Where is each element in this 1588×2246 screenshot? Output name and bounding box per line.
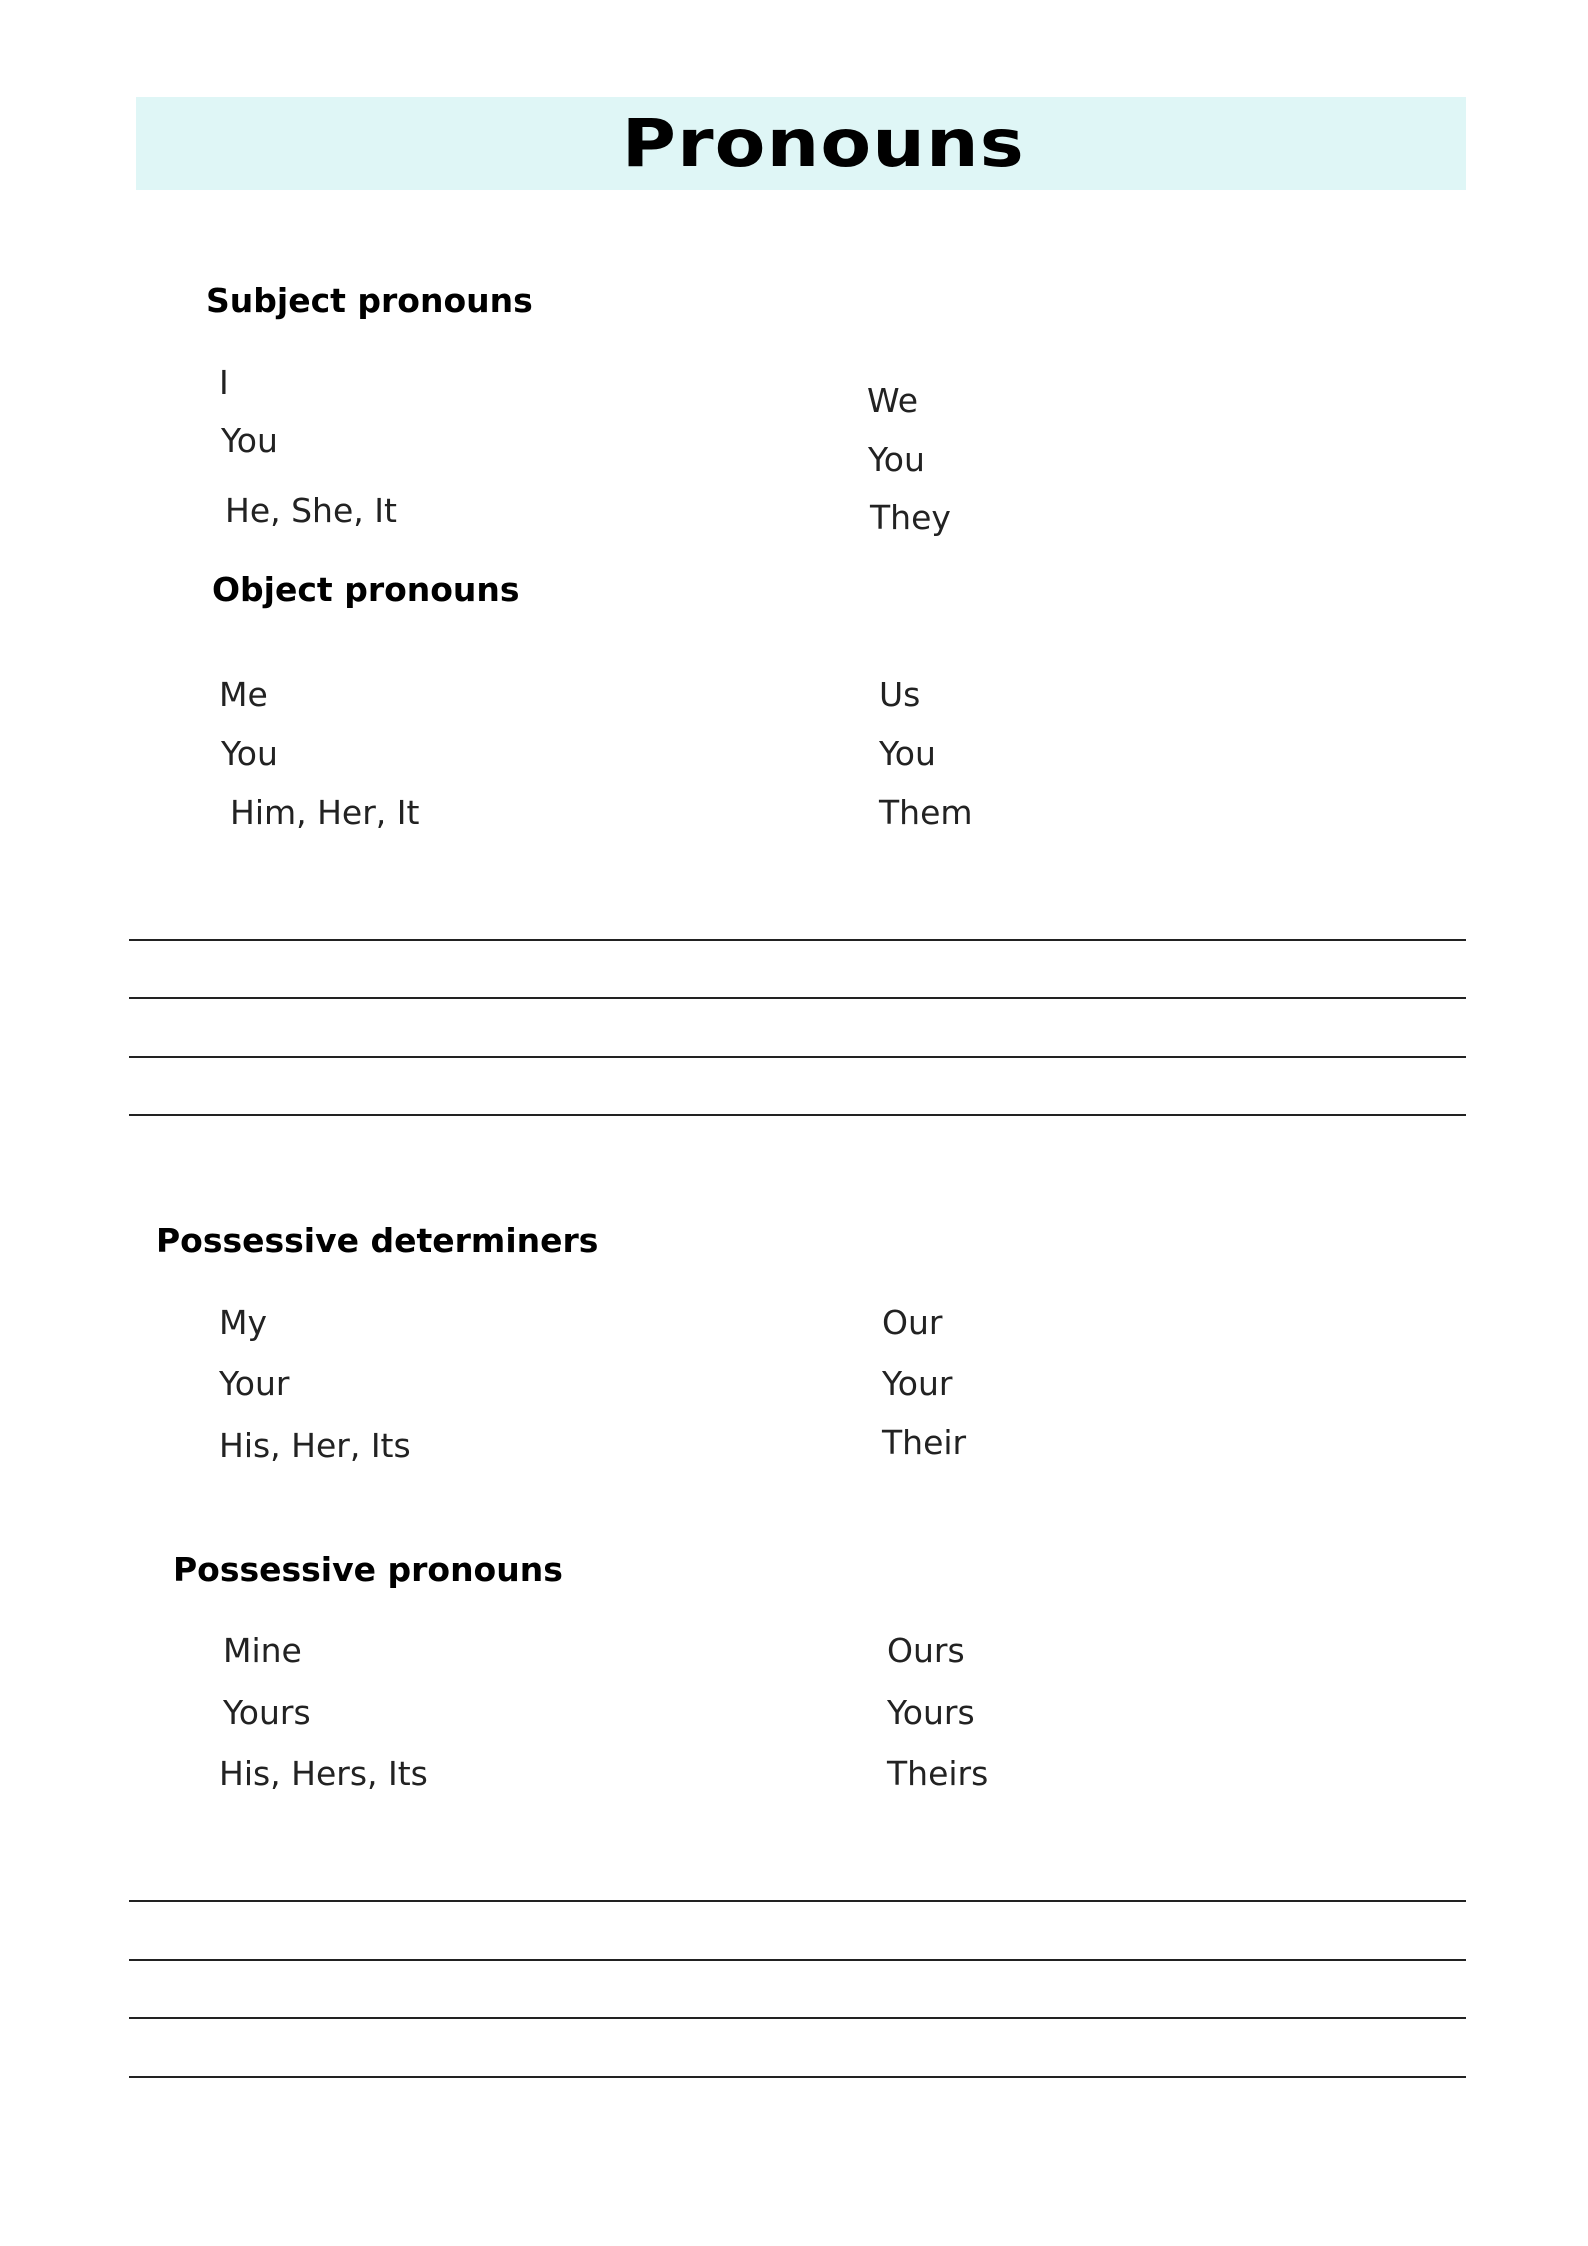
object-pronouns-heading: Object pronouns bbox=[212, 570, 520, 609]
writing-line bbox=[129, 997, 1466, 999]
subject-plural-2: You bbox=[868, 440, 925, 479]
object-singular-1: Me bbox=[219, 675, 268, 714]
writing-line bbox=[129, 2076, 1466, 2078]
possessive-plural-2: Yours bbox=[887, 1693, 975, 1732]
determiner-plural-3: Their bbox=[882, 1423, 967, 1462]
object-plural-3: Them bbox=[879, 793, 973, 832]
possessive-determiners-heading: Possessive determiners bbox=[156, 1221, 599, 1260]
object-plural-2: You bbox=[879, 734, 936, 773]
determiner-singular-1: My bbox=[219, 1303, 268, 1342]
possessive-singular-3: His, Hers, Its bbox=[219, 1754, 428, 1793]
determiner-singular-3: His, Her, Its bbox=[219, 1426, 411, 1465]
writing-line bbox=[129, 2017, 1466, 2019]
determiner-singular-2: Your bbox=[219, 1364, 290, 1403]
writing-line bbox=[129, 1056, 1466, 1058]
subject-singular-1: I bbox=[219, 363, 229, 402]
possessive-pronouns-heading: Possessive pronouns bbox=[173, 1550, 563, 1589]
subject-plural-3: They bbox=[870, 498, 951, 537]
possessive-singular-1: Mine bbox=[223, 1631, 302, 1670]
writing-line bbox=[129, 1900, 1466, 1902]
possessive-plural-3: Theirs bbox=[887, 1754, 989, 1793]
object-singular-3: Him, Her, It bbox=[230, 793, 420, 832]
writing-line bbox=[129, 939, 1466, 941]
possessive-plural-1: Ours bbox=[887, 1631, 965, 1670]
writing-line bbox=[129, 1114, 1466, 1116]
determiner-plural-2: Your bbox=[882, 1364, 953, 1403]
subject-plural-1: We bbox=[867, 381, 918, 420]
title-band bbox=[136, 97, 1466, 190]
object-plural-1: Us bbox=[879, 675, 921, 714]
object-singular-2: You bbox=[221, 734, 278, 773]
determiner-plural-1: Our bbox=[882, 1303, 943, 1342]
subject-singular-3: He, She, It bbox=[225, 491, 397, 530]
writing-line bbox=[129, 1959, 1466, 1961]
subject-pronouns-heading: Subject pronouns bbox=[206, 281, 533, 320]
page-title: Pronouns bbox=[621, 104, 1025, 182]
subject-singular-2: You bbox=[221, 421, 278, 460]
possessive-singular-2: Yours bbox=[223, 1693, 311, 1732]
